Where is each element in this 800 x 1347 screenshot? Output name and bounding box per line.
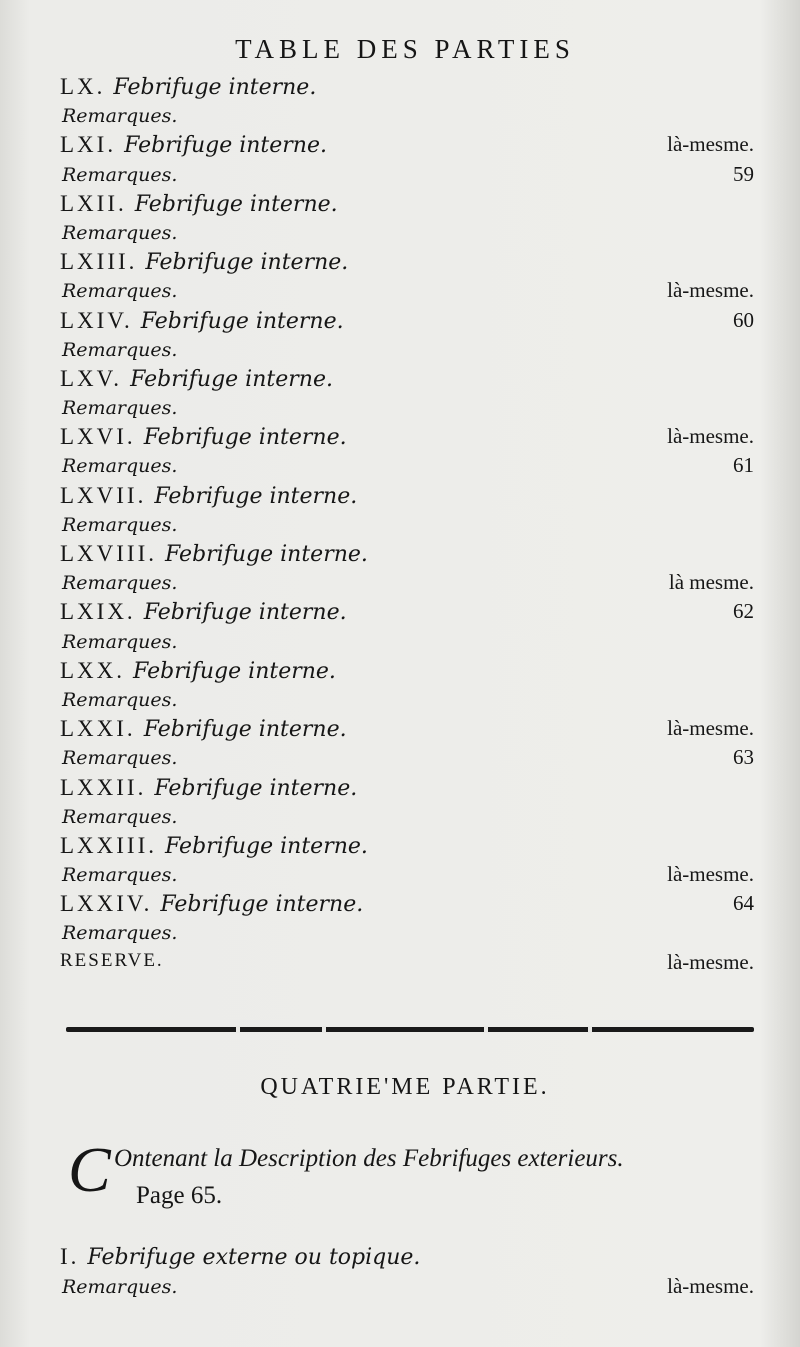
entry-reserve: RESERVE.: [60, 949, 164, 971]
list-item: [60, 629, 760, 658]
list-item: [60, 950, 760, 979]
section-divider-rule: [66, 1027, 754, 1032]
list-item: [60, 599, 760, 628]
entry-heading: [60, 1244, 420, 1270]
entry-heading: [60, 308, 344, 334]
entry-numeral: LXIX.: [60, 599, 136, 625]
entry-remark: Remarques.: [62, 397, 178, 420]
intro-text: Ontenant la Description des Febrifuges exterieurs.: [114, 1145, 624, 1172]
list-item: [60, 745, 760, 774]
entry-heading: [60, 74, 316, 100]
entry-heading: [60, 599, 347, 625]
page-reference: 61: [733, 453, 754, 478]
page-reference: là-mesme.: [667, 862, 754, 887]
list-item: [60, 541, 760, 570]
entry-numeral: LX.: [60, 74, 106, 99]
entry-title: Febrifuge interne.: [113, 75, 317, 100]
entry-title: Febrifuge interne.: [154, 483, 358, 509]
list-item: [60, 308, 760, 337]
entry-title: Febrifuge interne.: [145, 250, 349, 276]
list-item: [60, 191, 760, 220]
entry-title: Febrifuge interne.: [134, 191, 338, 217]
list-item: [60, 775, 760, 804]
entry-numeral: LXXII.: [60, 774, 147, 800]
page-reference: 60: [733, 307, 754, 332]
list-item: [60, 1274, 760, 1304]
entry-title: Febrifuge interne.: [165, 542, 368, 567]
entry-remark: Remarques.: [62, 513, 178, 536]
rule-gap: [484, 1026, 488, 1033]
page-reference: là-mesme.: [667, 132, 754, 157]
page-reference: là-mesme.: [667, 278, 754, 303]
entry-numeral: LXVII.: [60, 482, 147, 508]
list-item: [60, 453, 760, 482]
entry-heading: [60, 483, 357, 509]
entry-numeral: LXI.: [60, 132, 117, 158]
entry-title: Febrifuge interne.: [143, 600, 347, 626]
entry-heading: [60, 891, 363, 917]
list-item: [60, 162, 760, 191]
list-item: [60, 804, 760, 833]
entry-title: Febrifuge interne.: [165, 833, 368, 859]
entry-numeral: LXII.: [60, 190, 127, 216]
entry-title: Febrifuge interne.: [140, 308, 344, 334]
table-of-contents-list: [60, 74, 760, 979]
entry-heading: [60, 775, 357, 801]
entry-numeral: LXXI.: [60, 716, 136, 742]
section-title: QUATRIE'ME PARTIE.: [260, 1074, 550, 1100]
page-reference: 62: [733, 599, 754, 624]
entry-title: Febrifuge interne.: [154, 775, 358, 801]
list-item: [60, 716, 760, 745]
list-item: [60, 570, 760, 599]
entry-remark: Remarques.: [62, 805, 178, 828]
page-reference: là mesme.: [668, 570, 754, 595]
entry-heading: [60, 424, 347, 450]
drop-cap: C: [68, 1134, 111, 1205]
rule-gap: [588, 1026, 592, 1033]
entry-heading: [60, 716, 347, 742]
entry-heading: [60, 132, 327, 158]
entry-numeral: LXXIII.: [60, 832, 157, 858]
entry-numeral: LXVI.: [60, 424, 136, 450]
entry-remark: Remarques.: [62, 163, 178, 186]
page-reference: là-mesme.: [667, 949, 754, 974]
list-item: [60, 395, 760, 424]
list-item: [60, 920, 760, 949]
list-item: [60, 132, 760, 161]
page-reference: là-mesme.: [667, 716, 754, 741]
entry-numeral: I.: [60, 1244, 80, 1269]
entry-title: Febrifuge interne.: [143, 717, 347, 743]
entry-heading: [60, 249, 348, 275]
rule-gap: [322, 1026, 326, 1033]
entry-remark: Remarques.: [62, 688, 178, 711]
entry-remark: Remarques.: [62, 922, 178, 945]
entry-remark: Remarques.: [62, 630, 178, 653]
entry-remark: Remarques.: [62, 747, 178, 770]
list-item: [60, 1244, 760, 1274]
list-item: [60, 483, 760, 512]
entry-numeral: LXV.: [60, 365, 123, 391]
list-item: [60, 687, 760, 716]
list-item: [60, 833, 760, 862]
entry-remark: Remarques.: [62, 864, 178, 887]
list-item: [60, 366, 760, 395]
entry-remark: Remarques.: [62, 572, 178, 595]
entry-remark: Remarques.: [62, 455, 178, 478]
entry-title: Febrifuge interne.: [143, 425, 347, 451]
rule-gap: [236, 1026, 240, 1033]
entry-title: Febrifuge interne.: [133, 658, 336, 684]
entry-numeral: LXIII.: [60, 249, 138, 275]
entry-heading: [60, 541, 368, 567]
entry-remark: Remarques.: [62, 221, 178, 244]
list-item: [60, 337, 760, 366]
entry-title: Febrifuge externe ou topique.: [87, 1245, 421, 1270]
list-item: [60, 103, 760, 132]
running-head: TABLE DES PARTIES: [235, 34, 575, 64]
list-item: [60, 862, 760, 891]
list-item: [60, 74, 760, 103]
entry-numeral: LXX.: [60, 657, 126, 683]
entry-heading: [60, 658, 336, 684]
entry-heading: [60, 833, 368, 859]
entry-heading: [60, 366, 333, 392]
entry-title: Febrifuge interne.: [160, 892, 364, 918]
entry-heading: [60, 191, 338, 217]
list-item: [60, 424, 760, 453]
list-item: [60, 220, 760, 249]
entry-remark: Remarques.: [62, 280, 178, 303]
entry-remark: Remarques.: [62, 1276, 178, 1298]
list-item: [60, 658, 760, 687]
entry-title: Febrifuge interne.: [124, 133, 327, 159]
entry-remark: Remarques.: [62, 105, 178, 128]
page-reference: 63: [733, 745, 754, 770]
intro-page-label: Page 65.: [136, 1182, 223, 1209]
page-reference: 59: [733, 161, 754, 186]
entry-title: Febrifuge interne.: [130, 366, 333, 392]
list-item: [60, 512, 760, 541]
table-of-contents-list-2: [60, 1244, 760, 1304]
list-item: [60, 278, 760, 307]
entry-numeral: LXXIV.: [60, 891, 153, 917]
page-reference: là-mesme.: [667, 1274, 754, 1298]
entry-remark: Remarques.: [62, 338, 178, 361]
list-item: [60, 249, 760, 278]
page-reference: 64: [733, 891, 754, 916]
entry-numeral: LXVIII.: [60, 541, 157, 566]
list-item: [60, 891, 760, 920]
entry-numeral: LXIV.: [60, 307, 133, 333]
page-reference: là-mesme.: [667, 424, 754, 449]
